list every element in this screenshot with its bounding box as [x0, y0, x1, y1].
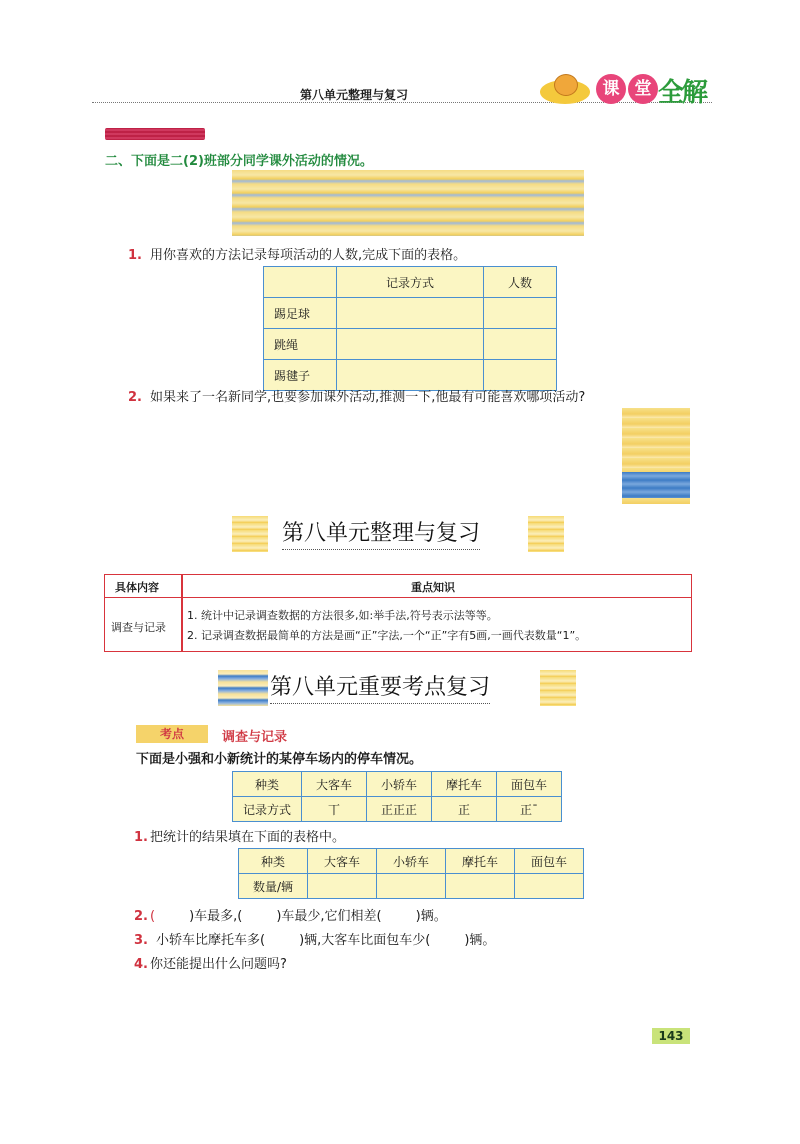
header-title: 第八单元整理与复习	[300, 88, 409, 102]
col-header-knowledge: 重点知识	[411, 581, 455, 594]
table-header-cell: 种类	[233, 772, 302, 797]
question-text: )车最多,(	[189, 909, 243, 924]
table-header-cell: 面包车	[515, 849, 584, 874]
brand-logo	[540, 72, 720, 106]
section-marker	[105, 128, 205, 140]
keypoints-heading	[218, 670, 578, 706]
review-heading	[232, 516, 562, 552]
keypoints-title: 第八单元重要考点复习	[270, 670, 490, 704]
answer-cell[interactable]	[337, 298, 484, 329]
question-text: 用你喜欢的方法记录每项活动的人数,完成下面的表格。	[149, 248, 467, 263]
answer-cell[interactable]	[515, 874, 584, 899]
question-text: 把统计的结果填在下面的表格中。	[149, 830, 345, 845]
table-header-divider	[105, 575, 691, 598]
activity-illustration	[232, 170, 584, 236]
logo-char-3: 全解	[658, 78, 707, 108]
section-title: 二、下面是二(2)班部分同学课外活动的情况。	[105, 154, 373, 169]
table-header-cell	[264, 267, 337, 298]
table-header-cell: 记录方式	[337, 267, 484, 298]
answer-cell[interactable]	[484, 298, 557, 329]
row-label: 调查与记录	[111, 621, 166, 634]
question-1	[128, 244, 466, 263]
question-text: 你还能提出什么问题吗?	[149, 957, 287, 972]
page-number: 143	[652, 1028, 690, 1044]
kp-question-4	[134, 953, 287, 972]
col-header-content: 具体内容	[115, 581, 159, 594]
bear-icon	[554, 74, 578, 96]
tally-cell: 正¯	[497, 797, 562, 822]
question-number: 2.	[134, 909, 148, 924]
logo-char-1: 课	[596, 74, 626, 104]
question-number: 1.	[134, 830, 148, 845]
table-header-cell: 大客车	[302, 772, 367, 797]
tally-cell: 丅	[302, 797, 367, 822]
question-number: 4.	[134, 957, 148, 972]
answer-cell[interactable]	[446, 874, 515, 899]
table-header-cell: 小轿车	[377, 849, 446, 874]
knowledge-point-2: 2. 记录调查数据最简单的方法是画“正”字法,一个“正”字有5画,一画代表数量“1”。	[187, 629, 587, 642]
answer-cell[interactable]	[377, 874, 446, 899]
kp-question-1	[134, 826, 345, 845]
heading-deco-left	[218, 670, 268, 706]
question-text: 如果来了一名新同学,也要参加课外活动,推测一下,他最有可能喜欢哪项活动?	[149, 390, 586, 405]
table-header-cell: 小轿车	[367, 772, 432, 797]
blank-open: (	[149, 909, 156, 924]
table-header-cell: 摩托车	[432, 772, 497, 797]
count-table	[238, 848, 584, 899]
keypoint-tag: 考点	[136, 725, 208, 743]
question-text: )辆。	[415, 909, 447, 924]
heading-deco-left	[232, 516, 268, 552]
table-column-divider	[181, 575, 183, 651]
question-number: 3.	[134, 933, 148, 948]
answer-cell[interactable]	[308, 874, 377, 899]
tally-cell: 正	[432, 797, 497, 822]
table-header-cell: 摩托车	[446, 849, 515, 874]
tally-cell: 正正正	[367, 797, 432, 822]
question-number: 2.	[128, 390, 142, 405]
question-text: 小轿车比摩托车多(	[155, 933, 266, 948]
logo-char-2: 堂	[628, 74, 658, 104]
question-2	[128, 386, 585, 405]
question-text: )辆,大客车比面包车少(	[299, 933, 431, 948]
table-header-cell: 大客车	[308, 849, 377, 874]
keypoint-topic: 调查与记录	[222, 730, 288, 745]
kp-question-2	[134, 905, 447, 924]
problem-intro: 下面是小强和小新统计的某停车场内的停车情况。	[136, 752, 423, 767]
child-illustration-shirt	[622, 472, 690, 498]
table-row-label: 跳绳	[264, 329, 337, 360]
table-header-cell: 人数	[484, 267, 557, 298]
kp-question-3	[134, 929, 495, 948]
review-title: 第八单元整理与复习	[282, 516, 480, 550]
table-row-label: 数量/辆	[239, 874, 308, 899]
table-row-label: 记录方式	[233, 797, 302, 822]
question-text: )辆。	[464, 933, 496, 948]
answer-cell[interactable]	[484, 329, 557, 360]
answer-cell[interactable]	[337, 329, 484, 360]
question-number: 1.	[128, 248, 142, 263]
knowledge-table	[104, 574, 692, 652]
heading-deco-right	[540, 670, 576, 706]
table-row-label: 踢足球	[264, 298, 337, 329]
heading-deco-right	[528, 516, 564, 552]
table-row-label: 踢毽子	[264, 360, 337, 391]
record-table	[263, 266, 557, 391]
tally-table	[232, 771, 562, 822]
knowledge-point-1: 1. 统计中记录调查数据的方法很多,如:举手法,符号表示法等等。	[187, 609, 498, 622]
question-text: )车最少,它们相差(	[276, 909, 382, 924]
table-header-cell: 面包车	[497, 772, 562, 797]
table-header-cell: 种类	[239, 849, 308, 874]
